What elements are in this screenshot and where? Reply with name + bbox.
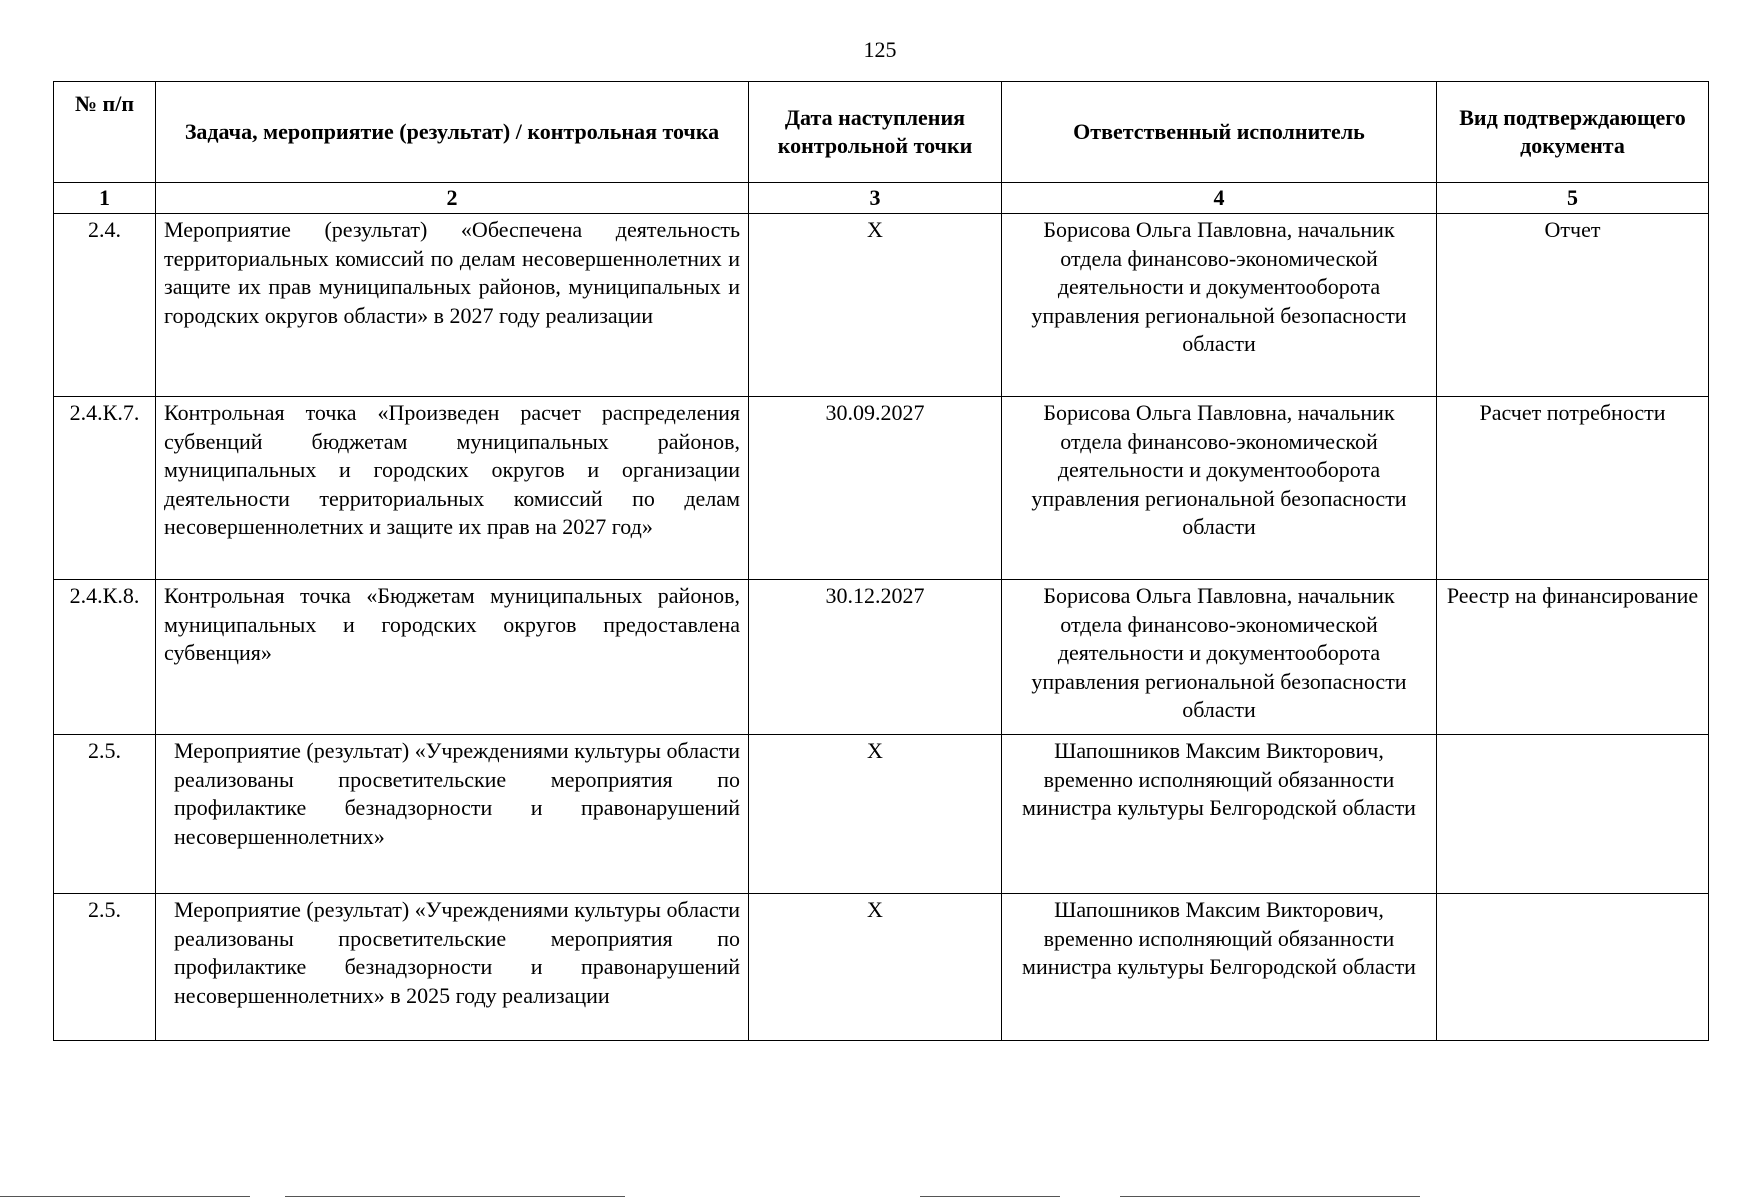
header-task: Задача, мероприятие (результат) / контрольная точка	[156, 82, 749, 183]
column-number: 4	[1002, 183, 1437, 214]
row-responsible: Борисова Ольга Павловна, начальник отдела финансово-экономической деятельности и документооборота управления региональной безопасности области	[1002, 580, 1437, 735]
row-number: 2.4.К.7.	[54, 397, 156, 580]
row-date: X	[749, 894, 1002, 1041]
row-document	[1437, 735, 1709, 894]
column-number: 3	[749, 183, 1002, 214]
row-date: 30.12.2027	[749, 580, 1002, 735]
header-responsible: Ответственный исполнитель	[1002, 82, 1437, 183]
row-responsible: Шапошников Максим Викторович, временно исполняющий обязанности министра культуры Белгородской области	[1002, 894, 1437, 1041]
row-task: Мероприятие (результат) «Обеспечена деятельность территориальных комиссий по делам несовершеннолетних и защите их прав муниципальных районов, муниципальных и городских округов области» в 2027 году реализации	[156, 214, 749, 397]
row-number: 2.5.	[54, 894, 156, 1041]
row-date: X	[749, 735, 1002, 894]
table-row	[54, 397, 1709, 580]
table-row	[54, 894, 1709, 1041]
row-responsible: Шапошников Максим Викторович, временно исполняющий обязанности министра культуры Белгородской области	[1002, 735, 1437, 894]
column-number: 1	[54, 183, 156, 214]
header-number: № п/п	[54, 82, 156, 183]
row-date: X	[749, 214, 1002, 397]
row-task: Контрольная точка «Бюджетам муниципальных районов, муниципальных и городских округов предоставлена субвенция»	[156, 580, 749, 735]
row-document: Расчет потребности	[1437, 397, 1709, 580]
column-number-row	[54, 183, 1709, 214]
row-task: Мероприятие (результат) «Учреждениями культуры области реализованы просветительские мероприятия по профилактике безнадзорности и правонарушений несовершеннолетних»	[156, 735, 749, 894]
header-document: Вид подтверждающего документа	[1437, 82, 1709, 183]
table-row	[54, 580, 1709, 735]
column-number: 5	[1437, 183, 1709, 214]
row-document	[1437, 894, 1709, 1041]
column-number: 2	[156, 183, 749, 214]
table-row	[54, 214, 1709, 397]
row-responsible: Борисова Ольга Павловна, начальник отдела финансово-экономической деятельности и документооборота управления региональной безопасности области	[1002, 397, 1437, 580]
control-points-table	[53, 81, 1709, 1041]
row-document: Отчет	[1437, 214, 1709, 397]
table-row	[54, 735, 1709, 894]
scan-edge-line	[285, 1196, 625, 1197]
table-header-row	[54, 82, 1709, 183]
scan-edge-line	[0, 1196, 250, 1197]
row-responsible: Борисова Ольга Павловна, начальник отдела финансово-экономической деятельности и документооборота управления региональной безопасности области	[1002, 214, 1437, 397]
row-task: Контрольная точка «Произведен расчет распределения субвенций бюджетам муниципальных районов, муниципальных и городских округов и организации деятельности территориальных комиссий по делам несовершеннолетних и защите их прав на 2027 год»	[156, 397, 749, 580]
scan-edge-line	[1120, 1196, 1420, 1197]
row-document: Реестр на финансирование	[1437, 580, 1709, 735]
row-number: 2.4.К.8.	[54, 580, 156, 735]
header-date: Дата наступления контрольной точки	[749, 82, 1002, 183]
row-number: 2.5.	[54, 735, 156, 894]
row-date: 30.09.2027	[749, 397, 1002, 580]
row-number: 2.4.	[54, 214, 156, 397]
page-number: 125	[863, 37, 897, 62]
scan-edge-line	[920, 1196, 1060, 1197]
row-task: Мероприятие (результат) «Учреждениями культуры области реализованы просветительские мероприятия по профилактике безнадзорности и правонарушений несовершеннолетних» в 2025 году реализации	[156, 894, 749, 1041]
